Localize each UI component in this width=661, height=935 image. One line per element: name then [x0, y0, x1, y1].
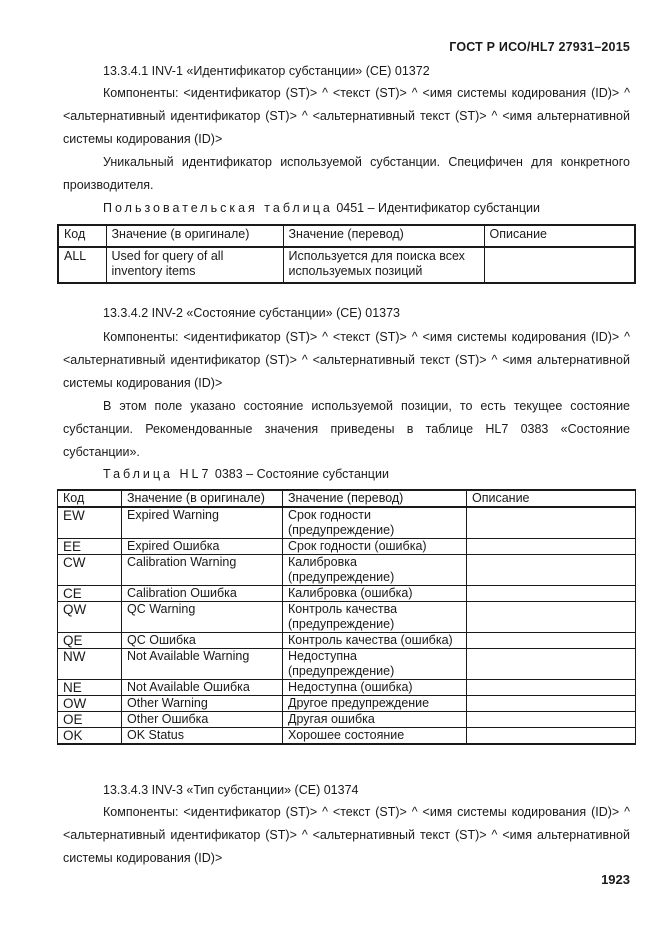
cell-translation: Другое предупреждение [283, 696, 467, 712]
column-header-description: Описание [484, 225, 635, 247]
cell-original: Calibration Warning [122, 555, 283, 586]
cell-code: NE [58, 680, 122, 696]
column-header-translation: Значение (перевод) [283, 225, 484, 247]
cell-translation: Недоступна (ошибка) [283, 680, 467, 696]
table-caption-title: 0451 – Идентификатор субстанции [336, 201, 540, 215]
cell-description [467, 680, 636, 696]
components-paragraph: Компоненты: <идентификатор (ST)> ^ <текст (ST)> ^ <имя системы кодирования (ID)> ^ <альтернативный идентификатор (ST)> ^ <альтернативный текст (ST)> ^ <имя альтернативной системы кодирования (ID)> [63, 805, 630, 865]
cell-description [467, 586, 636, 602]
table-caption-title: 0383 – Состояние субстанции [214, 467, 389, 481]
cell-translation: Другая ошибка [283, 712, 467, 728]
table-row [58, 555, 636, 586]
components-paragraph: Компоненты: <идентификатор (ST)> ^ <текст (ST)> ^ <имя системы кодирования (ID)> ^ <альтернативный идентификатор (ST)> ^ <альтернативный текст (ST)> ^ <имя альтернативной системы кодирования (ID)> [63, 330, 630, 390]
cell-translation: Калибровка (ошибка) [283, 586, 467, 602]
section-heading-inv1: 13.3.4.1 INV-1 «Идентификатор субстанции» (CE) 01372 [103, 64, 430, 78]
section-heading-inv2: 13.3.4.2 INV-2 «Состояние субстанции» (CE) 01373 [103, 306, 401, 320]
table-row [58, 247, 635, 283]
column-header-code: Код [58, 490, 122, 507]
table-row [58, 680, 636, 696]
cell-description [467, 633, 636, 649]
cell-description [467, 649, 636, 680]
table-row [58, 633, 636, 649]
cell-description [467, 728, 636, 745]
table-caption [103, 201, 540, 215]
cell-description [467, 555, 636, 586]
column-header-description: Описание [467, 490, 636, 507]
cell-description [467, 602, 636, 633]
cell-original: Expired Ошибка [122, 539, 283, 555]
cell-code: OK [58, 728, 122, 745]
section-heading-inv3: 13.3.4.3 INV-3 «Тип субстанции» (CE) 01374 [103, 783, 359, 797]
table-row [58, 712, 636, 728]
cell-original: Not Available Ошибка [122, 680, 283, 696]
cell-code: OE [58, 712, 122, 728]
table-row [58, 507, 636, 539]
cell-code: ALL [58, 247, 106, 283]
description-paragraph: Уникальный идентификатор используемой субстанции. Специфичен для конкретного производителя. [63, 155, 630, 192]
cell-description [467, 696, 636, 712]
table-0451 [57, 224, 636, 284]
table-row [58, 602, 636, 633]
cell-original: Not Available Warning [122, 649, 283, 680]
cell-translation: Контроль качества (ошибка) [283, 633, 467, 649]
cell-translation: Хорошее состояние [283, 728, 467, 745]
table-row [58, 586, 636, 602]
page-number: 1923 [601, 872, 630, 887]
cell-code: OW [58, 696, 122, 712]
column-header-code: Код [58, 225, 106, 247]
cell-original: Other Warning [122, 696, 283, 712]
table-header-row [58, 490, 636, 507]
table-caption-prefix: Таблица HL7 [103, 467, 212, 481]
cell-translation: Срок годности (предупреждение) [283, 507, 467, 539]
cell-translation: Контроль качества (предупреждение) [283, 602, 467, 633]
cell-translation: Срок годности (ошибка) [283, 539, 467, 555]
cell-code: CW [58, 555, 122, 586]
cell-description [467, 712, 636, 728]
cell-original: QC Ошибка [122, 633, 283, 649]
cell-translation: Недоступна (предупреждение) [283, 649, 467, 680]
cell-code: QW [58, 602, 122, 633]
table-caption-prefix: Пользовательская таблица [103, 201, 333, 215]
column-header-translation: Значение (перевод) [283, 490, 467, 507]
cell-translation: Используется для поиска всех используемых позиций [283, 247, 484, 283]
table-row [58, 728, 636, 745]
cell-description [484, 247, 635, 283]
table-0383 [57, 489, 636, 745]
cell-description [467, 539, 636, 555]
cell-code: CE [58, 586, 122, 602]
table-row [58, 539, 636, 555]
cell-code: EW [58, 507, 122, 539]
cell-code: EE [58, 539, 122, 555]
table-caption [103, 467, 389, 481]
cell-description [467, 507, 636, 539]
cell-original: OK Status [122, 728, 283, 745]
cell-original: QC Warning [122, 602, 283, 633]
column-header-original: Значение (в оригинале) [122, 490, 283, 507]
description-paragraph: В этом поле указано состояние используемой позиции, то есть текущее состояние субстанции. Рекомендованные значения приведены в таблице HL7 0383 «Состояние субстанции». [63, 399, 630, 459]
document-header: ГОСТ Р ИСО/HL7 27931–2015 [449, 40, 630, 54]
column-header-original: Значение (в оригинале) [106, 225, 283, 247]
components-paragraph: Компоненты: <идентификатор (ST)> ^ <текст (ST)> ^ <имя системы кодирования (ID)> ^ <альтернативный идентификатор (ST)> ^ <альтернативный текст (ST)> ^ <имя альтернативной системы кодирования (ID)> [63, 86, 630, 146]
cell-original: Other Ошибка [122, 712, 283, 728]
cell-code: QE [58, 633, 122, 649]
cell-translation: Калибровка (предупреждение) [283, 555, 467, 586]
cell-original: Expired Warning [122, 507, 283, 539]
cell-original: Used for query of all inventory items [106, 247, 283, 283]
table-row [58, 649, 636, 680]
cell-original: Calibration Ошибка [122, 586, 283, 602]
table-row [58, 696, 636, 712]
table-header-row [58, 225, 635, 247]
cell-code: NW [58, 649, 122, 680]
